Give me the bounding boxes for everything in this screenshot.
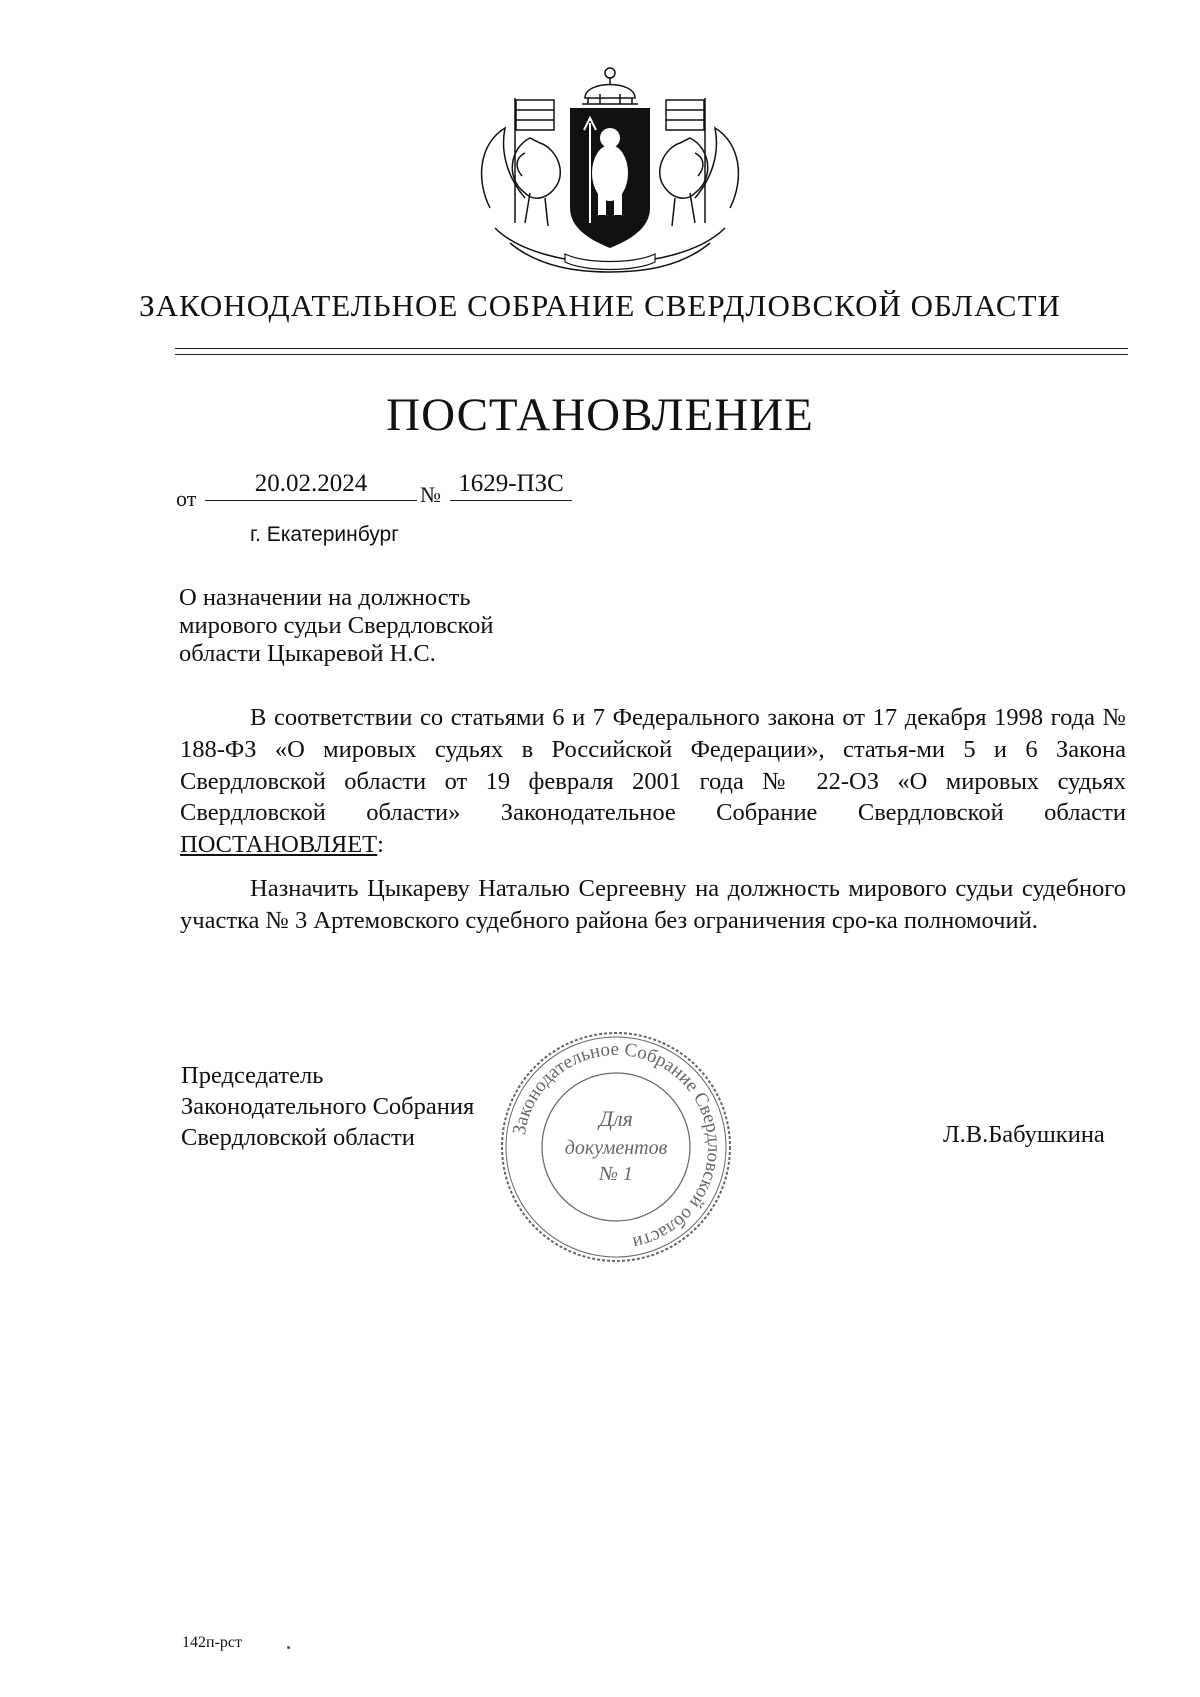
stamp-center-line: документов (564, 1137, 668, 1159)
subject-line: О назначении на должность (179, 584, 471, 611)
document-subject (179, 584, 599, 668)
number-label: № (420, 482, 441, 507)
coat-of-arms-icon (470, 58, 750, 276)
document-date: 20.02.2024 (205, 470, 417, 501)
resolves-keyword: ПОСТАНОВЛЯЕТ (180, 831, 378, 859)
signatory-title-line: Председатель (181, 1062, 324, 1089)
resolution-paragraph: Назначить Цыкареву Наталью Сергеевну на должность мирового судьи судебного участка № 3 Артемовского судебного района без ограничения сро-ка полномочий. (180, 875, 1126, 934)
coat-of-arms-emblem (470, 58, 750, 276)
organization-name: ЗАКОНОДАТЕЛЬНОЕ СОБРАНИЕ СВЕРДЛОВСКОЙ ОБЛАСТИ (139, 288, 1061, 323)
signatory-title-line: Свердловской области (181, 1124, 415, 1151)
document-city: г. Екатеринбург (250, 523, 399, 546)
scan-artifact-dot (287, 1646, 290, 1649)
subject-line: мирового судьи Свердловской (179, 612, 494, 639)
preamble-paragraph (180, 702, 1126, 861)
subject-line: области Цыкаревой Н.С. (179, 640, 436, 667)
stamp-ring-text: Законодательное Собрание Свердловской области (508, 1038, 725, 1254)
stamp-seal-icon (497, 1028, 735, 1266)
preamble-colon: : (377, 831, 384, 859)
date-prefix-label: от (176, 486, 197, 511)
signatory-title-line: Законодательного Собрания (181, 1093, 475, 1120)
header-divider-bottom (175, 354, 1128, 355)
footer-code: 142п-рст (182, 1634, 242, 1651)
official-stamp (497, 1028, 735, 1266)
header-divider-top (175, 348, 1128, 349)
signatory-name: Л.В.Бабушкина (943, 1121, 1105, 1148)
preamble-text: В соответствии со статьями 6 и 7 Федерального закона от 17 декабря 1998 года № 188-ФЗ «О мировых судьях в Российской Федерации», статья-ми 5 и 6 Закона Свердловской области от 19 февраля 2001 года № 22-ОЗ «О мировых судьях Свердловской области» Законодательное Собрание Свердловской области (180, 704, 1126, 827)
document-type-title: ПОСТАНОВЛЕНИЕ (386, 389, 814, 441)
stamp-center-line: Для (599, 1106, 633, 1131)
document-number: 1629-ПЗС (450, 470, 572, 501)
stamp-center-line: № 1 (599, 1163, 633, 1185)
